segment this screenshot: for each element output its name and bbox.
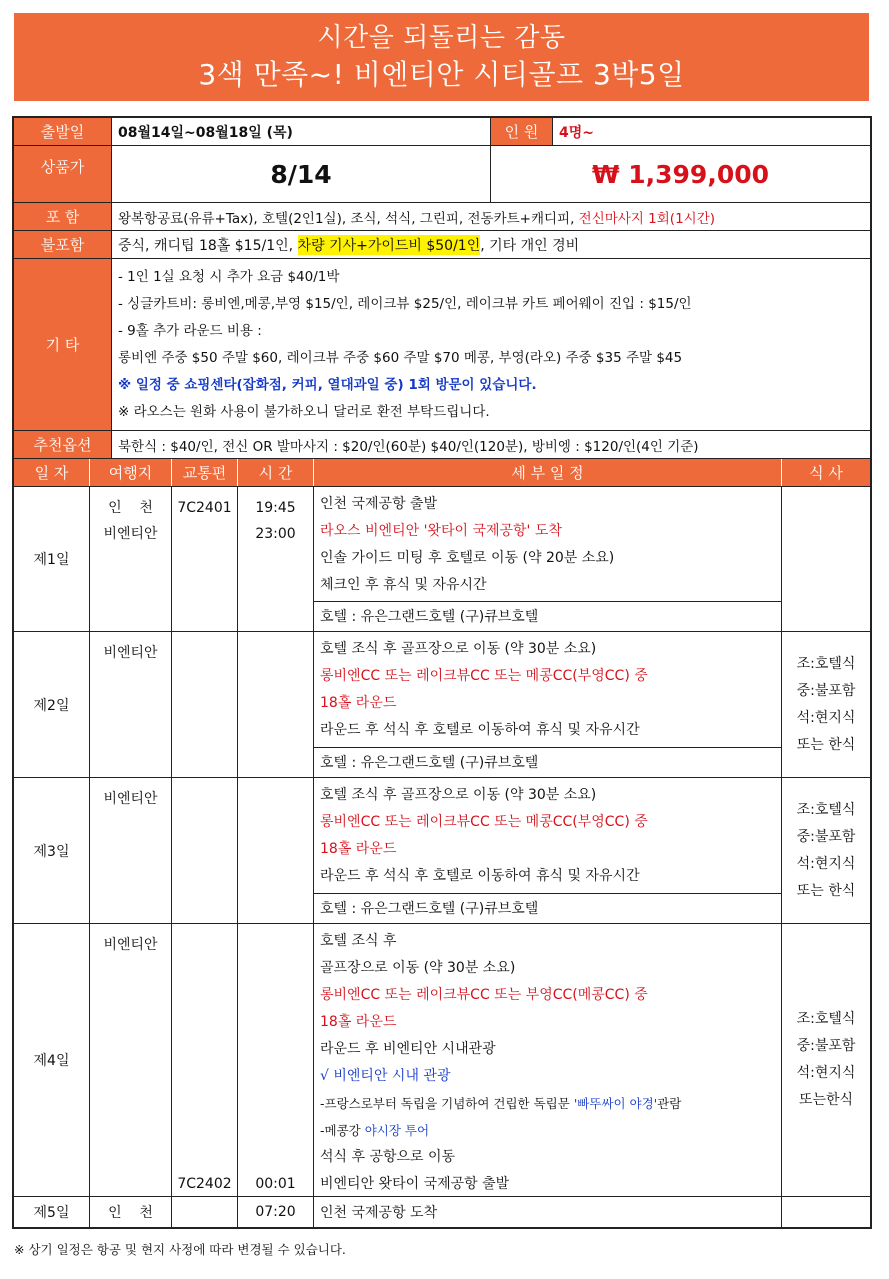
meal-dinner: 석:현지식: [796, 855, 856, 872]
banner-line1: 시간을 되돌리는 감동: [317, 23, 566, 53]
exclude-label: 불포함: [14, 231, 112, 258]
day-meal: [782, 487, 870, 631]
etc-label: 기 타: [14, 259, 112, 430]
day-time: 00:01: [238, 924, 314, 1196]
detail-line: 라오스 비엔티안 '왓타이 국제공항' 도착: [320, 523, 562, 539]
day-transport: 7C2402: [172, 924, 238, 1196]
detail-line: 인솔 가이드 미팅 후 호텔로 이동 (약 20분 소요): [320, 550, 615, 566]
day-transport: 7C2401: [172, 487, 238, 631]
day-detail: [314, 632, 782, 777]
detail-line: 체크인 후 휴식 및 자유시간: [320, 577, 487, 593]
day-time: [238, 487, 314, 631]
people-value: 4명~: [559, 124, 594, 141]
etc-line: - 9홀 추가 라운드 비용 :: [118, 322, 262, 339]
place-vientiane: 비엔티안: [103, 526, 158, 542]
col-date: 일 자: [14, 459, 90, 486]
meal-breakfast: 조:호텔식: [796, 655, 856, 672]
exclude-text2: , 기타 개인 경비: [480, 237, 580, 254]
meal-breakfast: 조:호텔식: [796, 801, 856, 818]
day-meal: [782, 632, 870, 777]
price-label: 상품가: [14, 146, 112, 202]
day-transport: [172, 632, 238, 777]
price-date: 8/14: [112, 146, 491, 202]
day-detail: [314, 778, 782, 923]
meal-lunch: 중:불포함: [796, 828, 856, 845]
detail-line: 롱비엔CC 또는 레이크뷰CC 또는 메콩CC(부영CC) 중: [320, 668, 648, 684]
detail-line: [320, 1117, 775, 1144]
day-detail: [314, 924, 782, 1196]
detail-text: 관람: [657, 1096, 682, 1111]
detail-line: 호텔 조식 후 골프장으로 이동 (약 30분 소요): [320, 641, 597, 657]
banner-line2: 3색 만족~! 비엔티안 시티골프 3박5일: [198, 58, 685, 91]
day-number: 제3일: [14, 778, 90, 923]
meal-dinner-alt: 또는한식: [798, 1092, 854, 1108]
detail-line: 석식 후 공항으로 이동: [320, 1149, 456, 1165]
time-depart: 19:45: [255, 500, 296, 516]
day-row-3: [14, 778, 870, 924]
schedule-header: [14, 459, 870, 487]
detail-line: 골프장으로 이동 (약 30분 소요): [320, 960, 516, 976]
day-transport: [172, 1197, 238, 1227]
detail-line: [320, 1090, 775, 1117]
exclude-guide-fee: 차량 기사+가이드비 $50/1인: [298, 235, 481, 255]
etc-line: - 1인 1실 요청 시 추가 요금 $40/1박: [118, 268, 340, 285]
detail-line: √ 비엔티안 시내 관광: [320, 1068, 451, 1084]
detail-text: -프랑스로부터 독립을 기념하여 건립한 독립문: [320, 1096, 570, 1111]
time-arrive: 23:00: [255, 526, 296, 542]
etc-content: [112, 259, 870, 430]
day-number: 제5일: [14, 1197, 90, 1227]
etc-line: - 싱글카트비: 롱비엔,메콩,부영 $15/인, 레이크뷰 $25/인, 레이크뷰 카트 페어웨이 진입 : $15/인: [118, 295, 692, 312]
include-label: 포 함: [14, 203, 112, 230]
option-label: 추천옵션: [14, 431, 112, 458]
detail-line: 인천 국제공항 출발: [320, 496, 438, 512]
detail-line: 18홀 라운드: [320, 695, 397, 711]
detail-highlight: 야시장 투어: [364, 1123, 430, 1138]
departure-label: 출발일: [14, 118, 112, 145]
detail-highlight: '빠뚜싸이 야경': [573, 1096, 658, 1111]
etc-line: 롱비엔 주중 $50 주말 $60, 레이크뷰 주중 $60 주말 $70 메콩, 부영(라오) 주중 $35 주말 $45: [118, 349, 683, 366]
day-meal: [782, 778, 870, 923]
detail-line: 롱비엔CC 또는 레이크뷰CC 또는 부영CC(메콩CC) 중: [320, 987, 648, 1003]
meal-lunch: 중:불포함: [796, 682, 856, 699]
day-time: [238, 632, 314, 777]
meal-breakfast: 조:호텔식: [796, 1011, 856, 1027]
meal-lunch: 중:불포함: [796, 1038, 856, 1054]
include-massage: 전신마사지 1회(1시간): [578, 210, 716, 227]
day-meal: [782, 924, 870, 1196]
exclude-row: [14, 231, 870, 259]
detail-line: 라운드 후 석식 후 호텔로 이동하여 휴식 및 자유시간: [320, 868, 640, 884]
detail-line: 호텔 조식 후 골프장으로 이동 (약 30분 소요): [320, 787, 597, 803]
detail-line: 라운드 후 석식 후 호텔로 이동하여 휴식 및 자유시간: [320, 722, 640, 738]
day-detail: [314, 487, 782, 631]
price-row: [14, 146, 870, 203]
day-place: 인 천: [90, 1197, 172, 1227]
day-time: [238, 778, 314, 923]
exclude-value: [112, 231, 870, 258]
detail-line: 호텔 조식 후: [320, 933, 397, 949]
option-row: [14, 431, 870, 459]
day-row-5: [14, 1197, 870, 1227]
departure-value: 08월14일~08월18일 (목): [112, 118, 491, 145]
day-place: 비엔티안: [90, 924, 172, 1196]
day-meal: [782, 1197, 870, 1227]
people-label: 인 원: [491, 118, 553, 145]
departure-row: [14, 118, 870, 146]
day-row-4: [14, 924, 870, 1197]
day-place: [90, 487, 172, 631]
detail-line: 비엔티안 왓타이 국제공항 출발: [320, 1176, 510, 1192]
col-detail: 세 부 일 정: [314, 459, 782, 486]
exclude-text1: 중식, 캐디팁 18홀 $15/1인,: [118, 237, 294, 254]
detail-line: 롱비엔CC 또는 레이크뷰CC 또는 메콩CC(부영CC) 중: [320, 814, 648, 830]
meal-dinner: 석:현지식: [796, 709, 856, 726]
meal-dinner-alt: 또는 한식: [796, 736, 856, 753]
detail-line: 18홀 라운드: [320, 1014, 397, 1030]
day-row-2: [14, 632, 870, 778]
itinerary-sheet: [12, 116, 872, 1229]
col-place: 여행지: [90, 459, 172, 486]
include-row: [14, 203, 870, 231]
place-incheon: 인 천: [108, 500, 153, 516]
include-value: [112, 203, 870, 230]
detail-text: -메콩강: [320, 1123, 361, 1138]
hotel-line: 호텔 : 유은그랜드호텔 (구)큐브호텔: [314, 893, 781, 923]
day-time: 07:20: [238, 1197, 314, 1227]
day-place: 비엔티안: [90, 778, 172, 923]
etc-currency-note: ※ 라오스는 원화 사용이 불가하오니 달러로 환전 부탁드립니다.: [118, 403, 490, 420]
day-number: 제1일: [14, 487, 90, 631]
col-time: 시 간: [238, 459, 314, 486]
day-number: 제2일: [14, 632, 90, 777]
detail-line: 18홀 라운드: [320, 841, 397, 857]
col-transport: 교통편: [172, 459, 238, 486]
day-transport: [172, 778, 238, 923]
hotel-line: 호텔 : 유은그랜드호텔 (구)큐브호텔: [314, 747, 781, 777]
footnote: ※ 상기 일정은 항공 및 현지 사정에 따라 변경될 수 있습니다.: [14, 1242, 346, 1257]
day-place: 비엔티안: [90, 632, 172, 777]
etc-row: [14, 259, 870, 431]
option-value: 북한식 : $40/인, 전신 OR 발마사지 : $20/인(60분) $40/인(120분), 방비엥 : $120/인(4인 기준): [118, 438, 699, 455]
hotel-line: 호텔 : 유은그랜드호텔 (구)큐브호텔: [314, 601, 781, 631]
day-row-1: [14, 487, 870, 632]
meal-dinner: 석:현지식: [796, 1065, 856, 1081]
include-text: 왕복항공료(유류+Tax), 호텔(2인1실), 조식, 석식, 그린피, 전동카트+캐디피,: [118, 210, 575, 227]
day-number: 제4일: [14, 924, 90, 1196]
col-meal: 식 사: [809, 464, 843, 482]
day-detail: 인천 국제공항 도착: [314, 1197, 782, 1227]
meal-dinner-alt: 또는 한식: [796, 882, 856, 899]
detail-line: 라운드 후 비엔티안 시내관광: [320, 1041, 496, 1057]
price-value: ₩ 1,399,000: [591, 159, 770, 189]
etc-shopping-note: ※ 일정 중 쇼핑센타(잡화점, 커피, 열대과일 중) 1회 방문이 있습니다.: [118, 376, 537, 393]
title-banner: [14, 13, 869, 101]
